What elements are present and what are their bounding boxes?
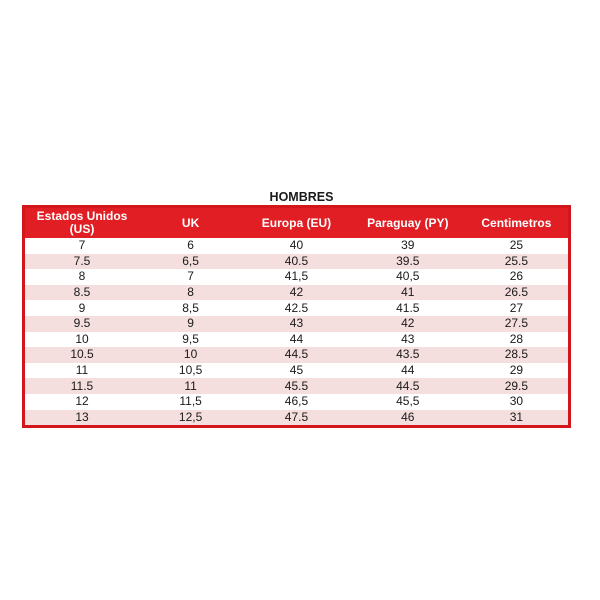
header-cm: Centimetros: [481, 215, 552, 230]
cell-cm: 29.5: [504, 378, 529, 393]
cell-eu: 42: [289, 285, 304, 300]
table-row: [25, 394, 568, 410]
table-row: [25, 332, 568, 348]
cell-cm: 30: [509, 394, 524, 409]
cell-uk: 6,5: [182, 253, 199, 268]
cell-py: 41.5: [396, 300, 420, 315]
cell-py: 39: [401, 238, 415, 253]
header-uk: UK: [181, 215, 200, 230]
cell-uk: 8,5: [182, 300, 199, 315]
cell-eu: 40.5: [284, 253, 309, 268]
table-row: [25, 378, 568, 394]
cell-cm: 26: [509, 269, 524, 284]
table-row: [25, 410, 568, 426]
table-row: [25, 363, 568, 379]
cell-py: 42: [401, 316, 415, 331]
table-row: [25, 269, 568, 285]
header-row: [25, 208, 568, 238]
cell-cm: 29: [509, 363, 524, 378]
table-row: [25, 238, 568, 254]
header-py: Paraguay (PY): [367, 215, 449, 230]
cell-cm: 26.5: [504, 285, 529, 300]
cell-us: 7: [78, 238, 86, 253]
cell-eu: 40: [289, 238, 304, 253]
table-row: [25, 254, 568, 270]
cell-py: 41: [401, 285, 415, 300]
cell-cm: 27.5: [504, 316, 529, 331]
cell-us: 10: [75, 331, 89, 346]
cell-cm: 27: [509, 300, 524, 315]
cell-uk: 9,5: [182, 331, 199, 346]
cell-cm: 28.5: [504, 347, 529, 362]
cell-us: 12: [75, 394, 89, 409]
table-row: [25, 316, 568, 332]
cell-us: 8: [78, 269, 86, 284]
cell-eu: 46,5: [284, 394, 309, 409]
cell-py: 39.5: [396, 253, 420, 268]
cell-uk: 8: [187, 285, 194, 300]
cell-us: 7.5: [73, 253, 91, 268]
cell-uk: 12,5: [178, 409, 203, 424]
cell-us: 11.5: [70, 378, 94, 393]
cell-py: 46: [401, 409, 415, 424]
table-body: [25, 238, 568, 425]
table-frame: [22, 205, 571, 428]
cell-py: 44: [401, 363, 415, 378]
cell-py: 43: [401, 331, 415, 346]
table-row: [25, 285, 568, 301]
cell-eu: 45.5: [284, 378, 309, 393]
table-row: [25, 347, 568, 363]
cell-us: 10.5: [70, 347, 94, 362]
cell-uk: 10,5: [178, 363, 203, 378]
cell-us: 9: [78, 300, 86, 315]
cell-py: 43.5: [396, 347, 420, 362]
cell-uk: 6: [187, 238, 194, 253]
cell-uk: 11,5: [179, 394, 202, 409]
cell-py: 45,5: [396, 394, 420, 409]
cell-uk: 10: [183, 347, 198, 362]
cell-us: 11: [75, 363, 89, 378]
cell-py: 40,5: [396, 269, 420, 284]
cell-eu: 44: [289, 331, 304, 346]
cell-cm: 25.5: [504, 253, 529, 268]
cell-eu: 43: [289, 316, 304, 331]
cell-eu: 41,5: [284, 269, 309, 284]
cell-cm: 25: [509, 238, 524, 253]
cell-eu: 42.5: [284, 300, 309, 315]
header-eu: Europa (EU): [261, 215, 332, 230]
table-row: [25, 300, 568, 316]
header-us: Estados Unidos (US): [36, 209, 128, 236]
cell-us: 9.5: [73, 316, 91, 331]
cell-cm: 28: [509, 331, 524, 346]
cell-us: 13: [75, 409, 89, 424]
size-table: [25, 208, 568, 425]
table-title: HOMBRES: [269, 190, 334, 204]
cell-uk: 11: [184, 378, 197, 393]
size-chart: [22, 189, 571, 428]
cell-us: 8.5: [73, 285, 91, 300]
cell-cm: 31: [509, 409, 524, 424]
cell-py: 44.5: [396, 378, 420, 393]
cell-uk: 9: [187, 316, 194, 331]
cell-uk: 7: [187, 269, 194, 284]
cell-eu: 45: [289, 363, 304, 378]
cell-eu: 47.5: [284, 409, 309, 424]
cell-eu: 44.5: [284, 347, 309, 362]
